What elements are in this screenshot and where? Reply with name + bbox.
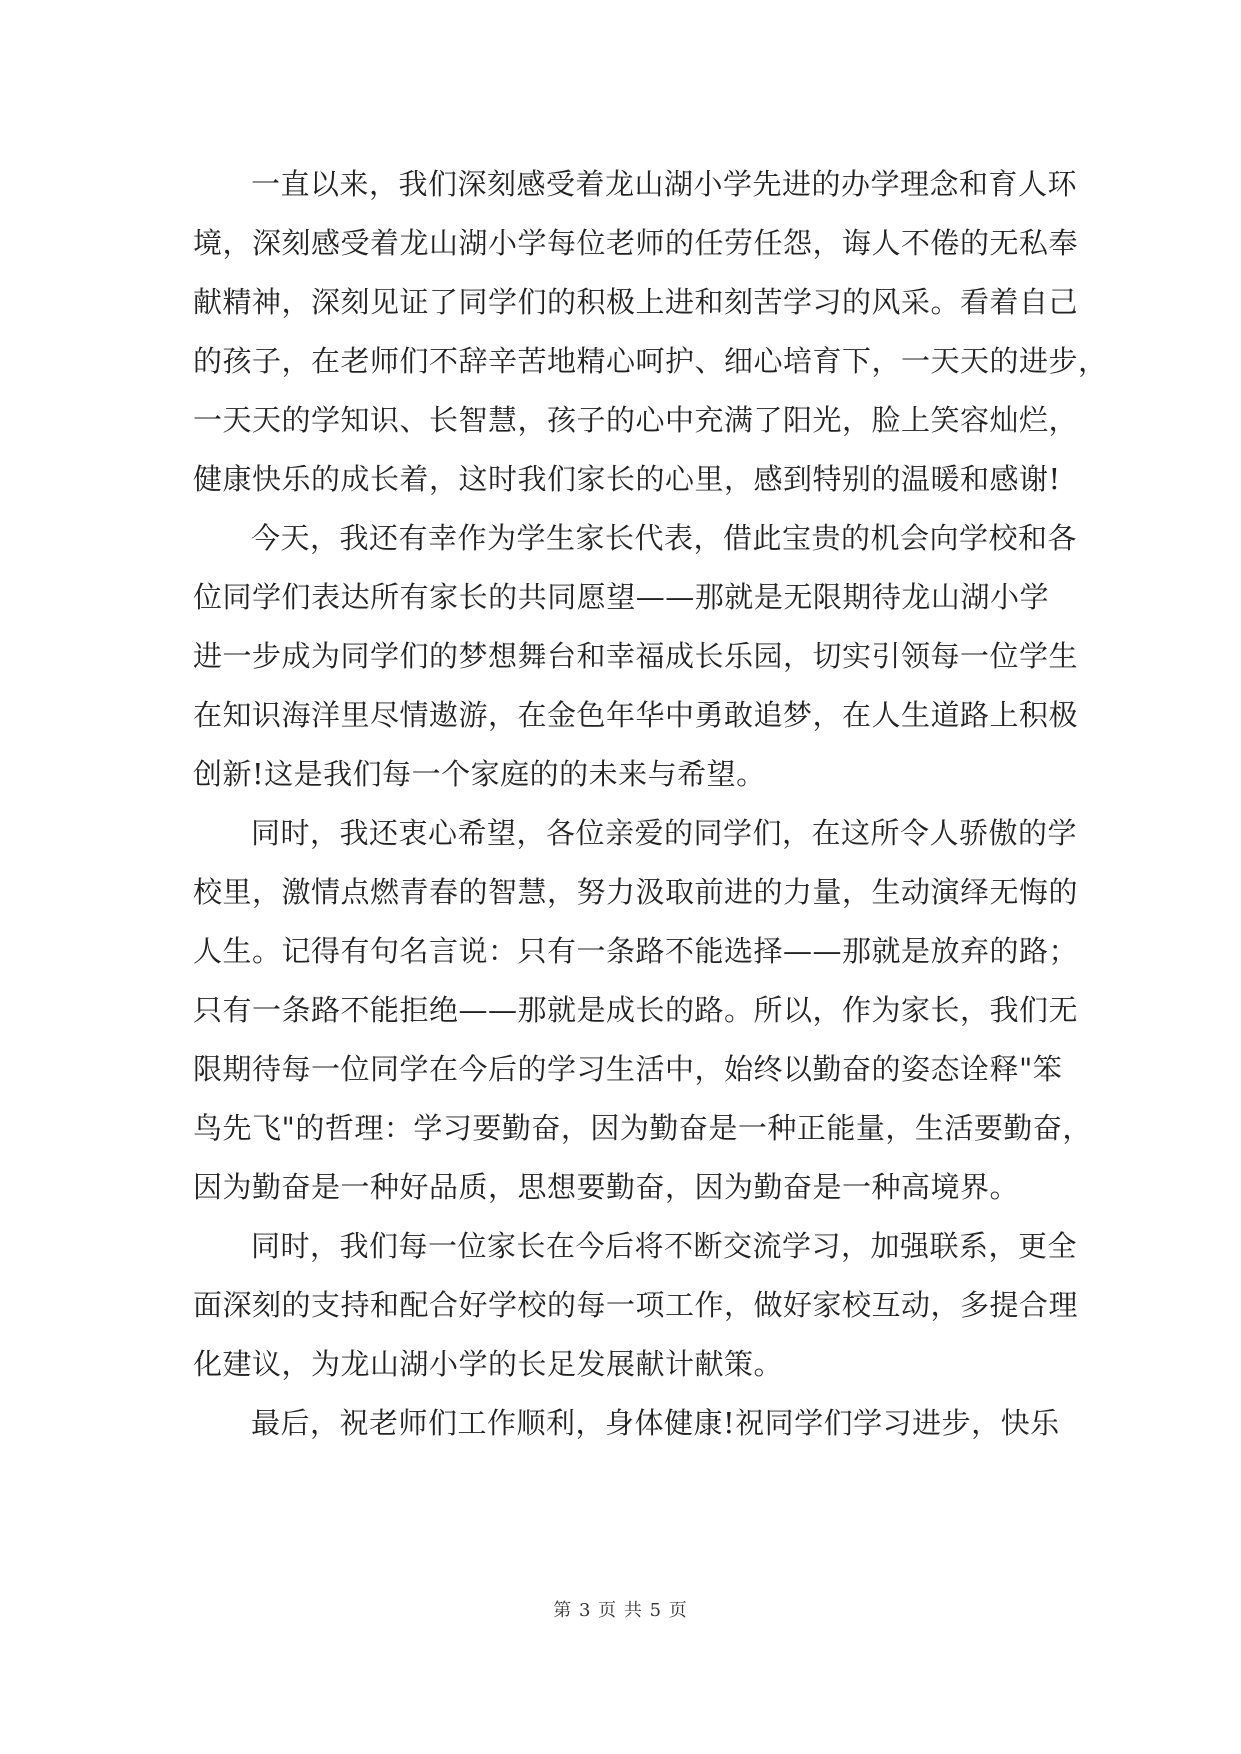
- page-number-footer: 第 3 页 共 5 页: [553, 1600, 688, 1621]
- text-line: 校里，激情点燃青春的智慧，努力汲取前进的力量，生动演绎无悔的: [193, 875, 1079, 909]
- text-line: 因为勤奋是一种好品质，思想要勤奋，因为勤奋是一种高境界。: [193, 1170, 1020, 1204]
- text-line: 今天，我还有幸作为学生家长代表，借此宝贵的机会向学校和各: [251, 521, 1078, 555]
- paragraph-5: [193, 1394, 1060, 1453]
- text-line: 进一步成为同学们的梦想舞台和幸福成长乐园，切实引领每一位学生: [193, 639, 1079, 673]
- text-line: 同时，我们每一位家长在今后将不断交流学习，加强联系，更全: [251, 1229, 1078, 1263]
- text-line: 一天天的学知识、长智慧，孩子的心中充满了阳光，脸上笑容灿烂，: [193, 403, 1079, 437]
- text-line: 献精神，深刻见证了同学们的积极上进和刻苦学习的风采。看着自己: [193, 285, 1079, 319]
- text-line: 鸟先飞"的哲理：学习要勤奋，因为勤奋是一种正能量，生活要勤奋，: [193, 1111, 1092, 1145]
- text-line: 的孩子，在老师们不辞辛苦地精心呵护、细心培育下，一天天的进步，: [193, 344, 1108, 378]
- text-line: 位同学们表达所有家长的共同愿望——那就是无限期待龙山湖小学: [193, 580, 1049, 614]
- text-line: 境，深刻感受着龙山湖小学每位老师的任劳任怨，诲人不倦的无私奉: [193, 226, 1079, 260]
- text-line: 一直以来，我们深刻感受着龙山湖小学先进的办学理念和育人环: [251, 167, 1078, 201]
- paragraph-2: [193, 509, 1079, 804]
- document-body: [193, 155, 1108, 1453]
- text-line: 只有一条路不能拒绝——那就是成长的路。所以，作为家长，我们无: [193, 993, 1079, 1027]
- text-line: 最后，祝老师们工作顺利，身体健康!祝同学们学习进步，快乐: [251, 1406, 1060, 1440]
- paragraph-3: [193, 804, 1092, 1217]
- text-line: 同时，我还衷心希望，各位亲爱的同学们，在这所令人骄傲的学: [251, 816, 1078, 850]
- text-line: 创新!这是我们每一个家庭的的未来与希望。: [193, 757, 766, 791]
- text-line: 限期待每一位同学在今后的学习生活中，始终以勤奋的姿态诠释"笨: [193, 1052, 1063, 1086]
- paragraph-4: [193, 1217, 1079, 1394]
- text-line: 面深刻的支持和配合好学校的每一项工作，做好家校互动，多提合理: [193, 1288, 1079, 1322]
- text-line: 人生。记得有句名言说：只有一条路不能选择——那就是放弃的路；: [193, 934, 1079, 968]
- text-line: 健康快乐的成长着，这时我们家长的心里，感到特别的温暖和感谢!: [193, 462, 1061, 496]
- paragraph-1: [193, 155, 1108, 509]
- text-line: 化建议，为龙山湖小学的长足发展献计献策。: [193, 1347, 784, 1381]
- text-line: 在知识海洋里尽情遨游，在金色年华中勇敢追梦，在人生道路上积极: [193, 698, 1079, 732]
